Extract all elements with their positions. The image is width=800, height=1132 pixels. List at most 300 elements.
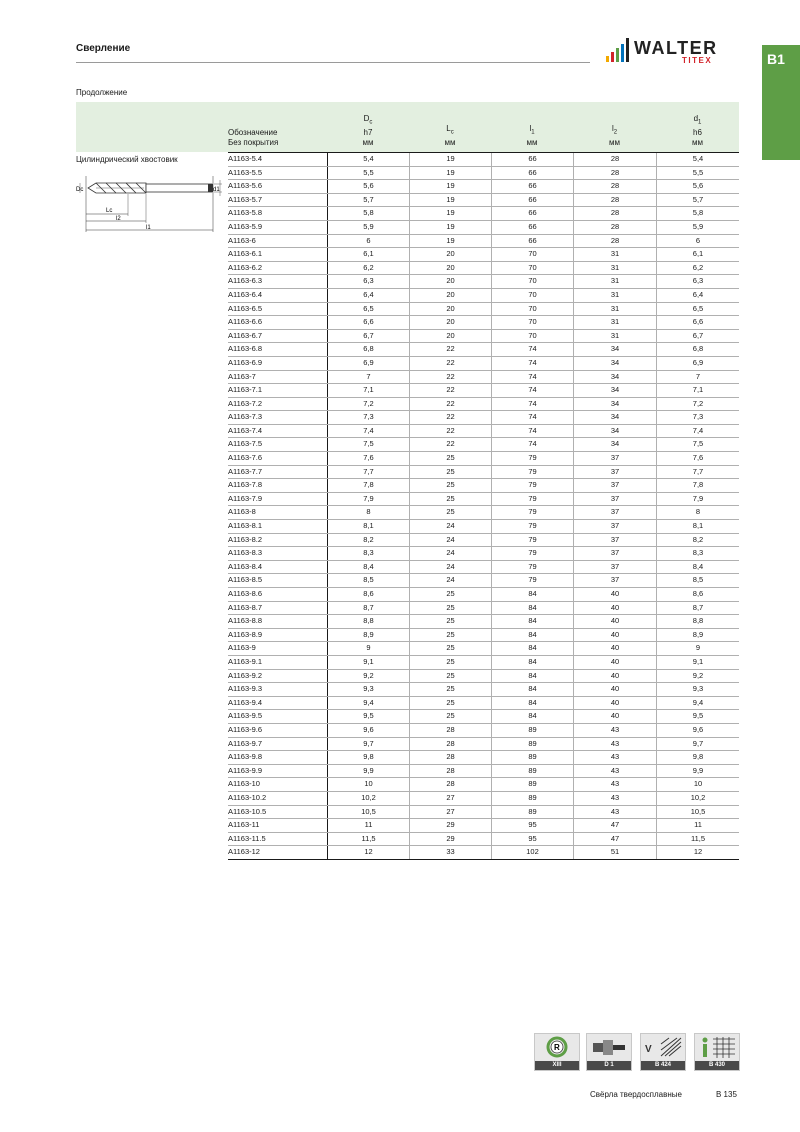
table-row bbox=[228, 792, 739, 806]
cell-l2: 40 bbox=[573, 710, 656, 723]
cell-d1: 9,4 bbox=[656, 697, 739, 710]
cell-designation: A1163-9.9 bbox=[228, 765, 263, 775]
header-l2-symbol: $l_2$ bbox=[611, 124, 618, 136]
cell-designation: A1163-9 bbox=[228, 643, 256, 653]
cell-d1: 5,9 bbox=[656, 221, 739, 234]
cell-l2: 31 bbox=[573, 330, 656, 343]
table-row bbox=[228, 180, 739, 194]
cell-l2: 34 bbox=[573, 343, 656, 356]
cell-designation: A1163-8.6 bbox=[228, 589, 263, 598]
cell-d1: 9,3 bbox=[656, 683, 739, 696]
cell-designation: A1163-7.3 bbox=[228, 412, 263, 422]
cell-dc: 8,1 bbox=[327, 520, 409, 533]
svg-text:V: V bbox=[645, 1044, 652, 1055]
cell-dc: 6,4 bbox=[327, 289, 409, 302]
cell-dc: 9,5 bbox=[327, 710, 409, 723]
cell-lc: 25 bbox=[409, 656, 491, 669]
cell-designation: A1163-5.6 bbox=[228, 181, 263, 191]
cell-d1: 10,2 bbox=[656, 792, 739, 805]
cell-d1: 9,6 bbox=[656, 724, 739, 737]
cell-d1: 8,7 bbox=[656, 602, 739, 615]
cell-lc: 25 bbox=[409, 683, 491, 696]
cell-l1: 84 bbox=[491, 642, 573, 655]
header-lc-unit: мм bbox=[444, 138, 456, 147]
cell-d1: 5,5 bbox=[656, 167, 739, 180]
cell-l1: 89 bbox=[491, 806, 573, 819]
cell-l1: 70 bbox=[491, 289, 573, 302]
cell-designation: A1163-6.6 bbox=[228, 317, 263, 327]
cell-dc: 9,4 bbox=[327, 697, 409, 710]
cell-lc: 19 bbox=[409, 180, 491, 193]
cell-lc: 25 bbox=[409, 615, 491, 628]
cell-lc: 24 bbox=[409, 534, 491, 547]
cell-lc: 28 bbox=[409, 765, 491, 778]
cell-d1: 7,2 bbox=[656, 398, 739, 411]
cell-l2: 28 bbox=[573, 221, 656, 234]
header-dc bbox=[327, 102, 409, 152]
cell-dc: 8 bbox=[327, 506, 409, 519]
section-title: Сверление bbox=[76, 43, 131, 54]
cell-lc: 20 bbox=[409, 275, 491, 288]
cell-l1: 79 bbox=[491, 506, 573, 519]
dim-l1-label: l1 bbox=[146, 225, 151, 231]
cell-designation: A1163-6.8 bbox=[228, 344, 263, 354]
cell-lc: 20 bbox=[409, 289, 491, 302]
table-row bbox=[228, 574, 739, 588]
cell-d1: 7,9 bbox=[656, 493, 739, 506]
table-row bbox=[228, 738, 739, 752]
page-number: B 135 bbox=[716, 1090, 737, 1099]
cell-lc: 28 bbox=[409, 724, 491, 737]
cell-lc: 19 bbox=[409, 167, 491, 180]
table-row bbox=[228, 642, 739, 656]
cell-l2: 47 bbox=[573, 819, 656, 832]
cell-designation: A1163-8.1 bbox=[228, 521, 263, 531]
cell-dc: 7,3 bbox=[327, 411, 409, 424]
dim-l2-label: l2 bbox=[116, 216, 121, 222]
cell-l1: 89 bbox=[491, 738, 573, 751]
cell-designation: A1163-9.1 bbox=[228, 656, 263, 666]
cell-designation: A1163-6.4 bbox=[228, 289, 263, 299]
cutting-data-icon[interactable] bbox=[640, 1033, 686, 1071]
toolholder-icon[interactable] bbox=[586, 1033, 632, 1071]
cell-l1: 74 bbox=[491, 343, 573, 356]
cell-lc: 28 bbox=[409, 778, 491, 791]
cell-dc: 9 bbox=[327, 642, 409, 655]
cell-dc: 6,6 bbox=[327, 316, 409, 329]
cell-l1: 74 bbox=[491, 438, 573, 451]
cell-d1: 6,2 bbox=[656, 262, 739, 275]
cell-l2: 31 bbox=[573, 262, 656, 275]
cell-d1: 11 bbox=[656, 819, 739, 832]
table-row bbox=[228, 262, 739, 276]
cell-d1: 5,6 bbox=[656, 180, 739, 193]
cell-lc: 22 bbox=[409, 371, 491, 384]
cell-designation: A1163-8.8 bbox=[228, 616, 263, 626]
cell-l1: 79 bbox=[491, 479, 573, 492]
cell-d1: 9,7 bbox=[656, 738, 739, 751]
cell-designation: A1163-8 bbox=[228, 507, 256, 517]
table-row bbox=[228, 506, 739, 520]
cell-dc: 7,1 bbox=[327, 384, 409, 397]
cell-dc: 9,7 bbox=[327, 738, 409, 751]
cell-lc: 25 bbox=[409, 670, 491, 683]
table-header bbox=[76, 102, 739, 152]
header-d1-unit: мм bbox=[692, 138, 703, 147]
cell-l2: 34 bbox=[573, 411, 656, 424]
cell-dc: 9,3 bbox=[327, 683, 409, 696]
cell-l2: 43 bbox=[573, 724, 656, 737]
catalog-title: Свёрла твердосплавные bbox=[590, 1090, 682, 1099]
cell-l2: 28 bbox=[573, 180, 656, 193]
cell-l1: 79 bbox=[491, 574, 573, 587]
cell-l2: 37 bbox=[573, 534, 656, 547]
cell-l2: 31 bbox=[573, 289, 656, 302]
cell-lc: 25 bbox=[409, 602, 491, 615]
cell-dc: 8,3 bbox=[327, 547, 409, 560]
cell-l2: 34 bbox=[573, 438, 656, 451]
cell-l2: 40 bbox=[573, 642, 656, 655]
table-row bbox=[228, 561, 739, 575]
cell-designation: A1163-10.5 bbox=[228, 806, 267, 816]
cell-d1: 8 bbox=[656, 506, 739, 519]
cell-l2: 40 bbox=[573, 697, 656, 710]
table-row bbox=[228, 683, 739, 697]
cell-dc: 7 bbox=[327, 371, 409, 384]
footer-icon-strip bbox=[534, 1033, 744, 1073]
cell-d1: 7,4 bbox=[656, 425, 739, 438]
cell-designation: A1163-8.7 bbox=[228, 602, 263, 612]
cell-dc: 10 bbox=[327, 778, 409, 791]
cell-designation: A1163-9.4 bbox=[228, 697, 263, 707]
cell-lc: 25 bbox=[409, 588, 491, 601]
cell-l2: 43 bbox=[573, 792, 656, 805]
shank-type-label: Цилиндрический хвостовик bbox=[76, 155, 178, 164]
cell-l1: 84 bbox=[491, 683, 573, 696]
cell-d1: 6 bbox=[656, 235, 739, 248]
cell-d1: 10,5 bbox=[656, 806, 739, 819]
cell-designation: A1163-7.4 bbox=[228, 425, 263, 435]
cell-dc: 6,3 bbox=[327, 275, 409, 288]
table-row bbox=[228, 207, 739, 221]
cell-designation: A1163-9.6 bbox=[228, 724, 263, 734]
table-row bbox=[228, 357, 739, 371]
cell-l1: 89 bbox=[491, 751, 573, 764]
cell-l1: 70 bbox=[491, 330, 573, 343]
table-body bbox=[228, 153, 739, 860]
cell-l1: 79 bbox=[491, 452, 573, 465]
cell-l1: 66 bbox=[491, 235, 573, 248]
table-row bbox=[228, 221, 739, 235]
info-icon[interactable] bbox=[694, 1033, 740, 1071]
cell-d1: 6,4 bbox=[656, 289, 739, 302]
cell-dc: 6,1 bbox=[327, 248, 409, 261]
cell-l2: 31 bbox=[573, 316, 656, 329]
dim-d1-label: d1 bbox=[213, 187, 220, 193]
cell-dc: 11,5 bbox=[327, 833, 409, 846]
cell-l1: 74 bbox=[491, 425, 573, 438]
cell-l2: 34 bbox=[573, 371, 656, 384]
cell-l1: 84 bbox=[491, 670, 573, 683]
cell-designation: A1163-5.9 bbox=[228, 221, 263, 231]
cell-l1: 66 bbox=[491, 167, 573, 180]
cell-l1: 102 bbox=[491, 846, 573, 859]
table-row bbox=[228, 275, 739, 289]
cell-dc: 5,4 bbox=[327, 153, 409, 166]
cell-d1: 9,1 bbox=[656, 656, 739, 669]
header-d1-symbol: $d_1$ bbox=[693, 114, 702, 126]
cell-lc: 22 bbox=[409, 411, 491, 424]
cell-l1: 70 bbox=[491, 275, 573, 288]
cell-l1: 74 bbox=[491, 411, 573, 424]
cell-d1: 6,6 bbox=[656, 316, 739, 329]
cell-dc: 5,5 bbox=[327, 167, 409, 180]
section-tab-label: B1 bbox=[767, 51, 785, 67]
table-row bbox=[228, 547, 739, 561]
cell-designation: A1163-6.5 bbox=[228, 303, 263, 313]
table-row bbox=[228, 194, 739, 208]
cell-lc: 27 bbox=[409, 806, 491, 819]
cell-lc: 20 bbox=[409, 303, 491, 316]
cell-l1: 66 bbox=[491, 194, 573, 207]
cell-l1: 74 bbox=[491, 384, 573, 397]
cell-d1: 7,7 bbox=[656, 466, 739, 479]
table-row bbox=[228, 452, 739, 466]
svg-text:R: R bbox=[554, 1043, 560, 1052]
cell-l1: 89 bbox=[491, 778, 573, 791]
cell-designation: A1163-7.1 bbox=[228, 385, 263, 395]
cell-l2: 37 bbox=[573, 547, 656, 560]
cell-l1: 70 bbox=[491, 248, 573, 261]
table-row bbox=[228, 833, 739, 847]
table-row bbox=[228, 520, 739, 534]
header-dc-symbol: $D_c$ bbox=[363, 114, 373, 126]
cell-d1: 7 bbox=[656, 371, 739, 384]
cell-l2: 37 bbox=[573, 493, 656, 506]
cell-l1: 84 bbox=[491, 697, 573, 710]
cell-l1: 84 bbox=[491, 656, 573, 669]
cell-dc: 9,1 bbox=[327, 656, 409, 669]
cell-d1: 9,8 bbox=[656, 751, 739, 764]
header-designation-line2: Без покрытия bbox=[228, 138, 279, 147]
cell-dc: 7,9 bbox=[327, 493, 409, 506]
cell-l2: 40 bbox=[573, 656, 656, 669]
cell-lc: 25 bbox=[409, 710, 491, 723]
cell-l1: 95 bbox=[491, 833, 573, 846]
cell-lc: 22 bbox=[409, 384, 491, 397]
cell-lc: 25 bbox=[409, 697, 491, 710]
cell-designation: A1163-8.2 bbox=[228, 534, 263, 544]
header-dc-unit: мм bbox=[362, 138, 374, 147]
table-row bbox=[228, 588, 739, 602]
cell-l1: 79 bbox=[491, 534, 573, 547]
cell-dc: 9,8 bbox=[327, 751, 409, 764]
regrind-icon[interactable] bbox=[534, 1033, 580, 1071]
cell-dc: 7,6 bbox=[327, 452, 409, 465]
cell-designation: A1163-6.7 bbox=[228, 330, 263, 340]
cell-dc: 8,6 bbox=[327, 588, 409, 601]
cell-lc: 20 bbox=[409, 248, 491, 261]
cell-l1: 66 bbox=[491, 180, 573, 193]
cell-lc: 20 bbox=[409, 316, 491, 329]
cell-lc: 20 bbox=[409, 262, 491, 275]
cell-designation: A1163-6.2 bbox=[228, 262, 263, 272]
table-row bbox=[228, 289, 739, 303]
cell-l2: 43 bbox=[573, 806, 656, 819]
cell-l2: 40 bbox=[573, 602, 656, 615]
cell-designation: A1163-5.4 bbox=[228, 154, 263, 163]
cell-designation: A1163-6.1 bbox=[228, 249, 263, 259]
cell-dc: 5,7 bbox=[327, 194, 409, 207]
table-row bbox=[228, 466, 739, 480]
table-row bbox=[228, 670, 739, 684]
cell-lc: 28 bbox=[409, 751, 491, 764]
logo-subbrand: TITEX bbox=[682, 56, 713, 65]
cell-lc: 24 bbox=[409, 520, 491, 533]
cell-lc: 22 bbox=[409, 398, 491, 411]
cell-d1: 8,3 bbox=[656, 547, 739, 560]
cell-l2: 31 bbox=[573, 248, 656, 261]
cell-dc: 7,2 bbox=[327, 398, 409, 411]
cell-d1: 8,9 bbox=[656, 629, 739, 642]
drill-dimension-drawing-icon bbox=[76, 170, 226, 236]
cell-l1: 79 bbox=[491, 466, 573, 479]
cell-l2: 31 bbox=[573, 275, 656, 288]
cell-lc: 29 bbox=[409, 819, 491, 832]
cell-lc: 33 bbox=[409, 846, 491, 859]
cell-d1: 6,3 bbox=[656, 275, 739, 288]
cell-designation: A1163-7.6 bbox=[228, 453, 263, 463]
table-row bbox=[228, 806, 739, 820]
cell-l1: 70 bbox=[491, 316, 573, 329]
header-l2 bbox=[573, 102, 656, 152]
cell-l2: 43 bbox=[573, 751, 656, 764]
cell-d1: 6,7 bbox=[656, 330, 739, 343]
cell-l1: 70 bbox=[491, 262, 573, 275]
cell-lc: 19 bbox=[409, 153, 491, 166]
cell-l1: 84 bbox=[491, 602, 573, 615]
cell-l2: 28 bbox=[573, 207, 656, 220]
cell-designation: A1163-7.5 bbox=[228, 439, 263, 449]
cell-d1: 10 bbox=[656, 778, 739, 791]
cell-l1: 84 bbox=[491, 615, 573, 628]
cell-l2: 40 bbox=[573, 629, 656, 642]
header-lc bbox=[409, 102, 491, 152]
cell-dc: 7,8 bbox=[327, 479, 409, 492]
cell-lc: 22 bbox=[409, 438, 491, 451]
cell-designation: A1163-7.7 bbox=[228, 466, 263, 476]
cell-dc: 6,8 bbox=[327, 343, 409, 356]
cell-designation: A1163-9.5 bbox=[228, 711, 263, 721]
cell-designation: A1163-8.9 bbox=[228, 629, 263, 639]
cell-lc: 28 bbox=[409, 738, 491, 751]
cell-lc: 25 bbox=[409, 452, 491, 465]
cell-d1: 11,5 bbox=[656, 833, 739, 846]
cell-dc: 8,2 bbox=[327, 534, 409, 547]
table-row bbox=[228, 534, 739, 548]
cell-l1: 66 bbox=[491, 221, 573, 234]
cell-l2: 34 bbox=[573, 357, 656, 370]
cell-l2: 40 bbox=[573, 615, 656, 628]
cell-d1: 5,8 bbox=[656, 207, 739, 220]
cell-l1: 66 bbox=[491, 153, 573, 166]
cell-designation: A1163-9.7 bbox=[228, 738, 263, 748]
header-l2-unit: мм bbox=[609, 138, 620, 147]
cell-l1: 84 bbox=[491, 710, 573, 723]
cell-d1: 6,9 bbox=[656, 357, 739, 370]
cell-designation: A1163-6 bbox=[228, 235, 256, 245]
cell-d1: 8,6 bbox=[656, 588, 739, 601]
cell-dc: 8,4 bbox=[327, 561, 409, 574]
cell-dc: 6,9 bbox=[327, 357, 409, 370]
cell-l1: 79 bbox=[491, 561, 573, 574]
cell-d1: 8,5 bbox=[656, 574, 739, 587]
cell-d1: 9,9 bbox=[656, 765, 739, 778]
cell-designation: A1163-11 bbox=[228, 820, 260, 830]
cell-designation: A1163-7.2 bbox=[228, 398, 263, 408]
cell-l1: 89 bbox=[491, 724, 573, 737]
header-dc-tolerance: h7 bbox=[363, 128, 373, 137]
cell-dc: 6 bbox=[327, 235, 409, 248]
cell-lc: 22 bbox=[409, 425, 491, 438]
table-row bbox=[228, 343, 739, 357]
header-d1-tolerance: h6 bbox=[693, 128, 702, 137]
header-l1-unit: мм bbox=[526, 138, 538, 147]
table-row bbox=[228, 167, 739, 181]
continuation-label: Продолжение bbox=[76, 88, 128, 97]
cell-dc: 8,8 bbox=[327, 615, 409, 628]
table-row bbox=[228, 330, 739, 344]
cell-d1: 12 bbox=[656, 846, 739, 859]
cell-dc: 9,2 bbox=[327, 670, 409, 683]
dim-lc-label: Lc bbox=[106, 208, 113, 214]
cell-dc: 6,7 bbox=[327, 330, 409, 343]
cell-d1: 7,8 bbox=[656, 479, 739, 492]
cell-l2: 37 bbox=[573, 479, 656, 492]
info-icon-label: B 430 bbox=[695, 1061, 739, 1070]
cell-designation: A1163-9.3 bbox=[228, 684, 263, 694]
cell-designation: A1163-5.8 bbox=[228, 208, 263, 218]
cell-designation: A1163-7.8 bbox=[228, 480, 263, 490]
cell-l1: 84 bbox=[491, 588, 573, 601]
table-row bbox=[228, 778, 739, 792]
cell-l1: 74 bbox=[491, 371, 573, 384]
cell-l1: 79 bbox=[491, 493, 573, 506]
table-row bbox=[228, 697, 739, 711]
cell-lc: 22 bbox=[409, 357, 491, 370]
cell-l2: 43 bbox=[573, 778, 656, 791]
cell-dc: 6,5 bbox=[327, 303, 409, 316]
cell-l2: 47 bbox=[573, 833, 656, 846]
cell-d1: 7,5 bbox=[656, 438, 739, 451]
cell-l1: 89 bbox=[491, 765, 573, 778]
cell-dc: 10,2 bbox=[327, 792, 409, 805]
cell-dc: 8,7 bbox=[327, 602, 409, 615]
table-row bbox=[228, 846, 739, 860]
table-row bbox=[228, 398, 739, 412]
cell-lc: 19 bbox=[409, 194, 491, 207]
cell-lc: 27 bbox=[409, 792, 491, 805]
table-row bbox=[228, 371, 739, 385]
cell-l2: 28 bbox=[573, 194, 656, 207]
table-row bbox=[228, 153, 739, 167]
cell-l2: 40 bbox=[573, 670, 656, 683]
cell-lc: 29 bbox=[409, 833, 491, 846]
cell-lc: 24 bbox=[409, 574, 491, 587]
cell-dc: 5,9 bbox=[327, 221, 409, 234]
cell-designation: A1163-9.8 bbox=[228, 752, 263, 762]
header-designation bbox=[228, 102, 327, 152]
